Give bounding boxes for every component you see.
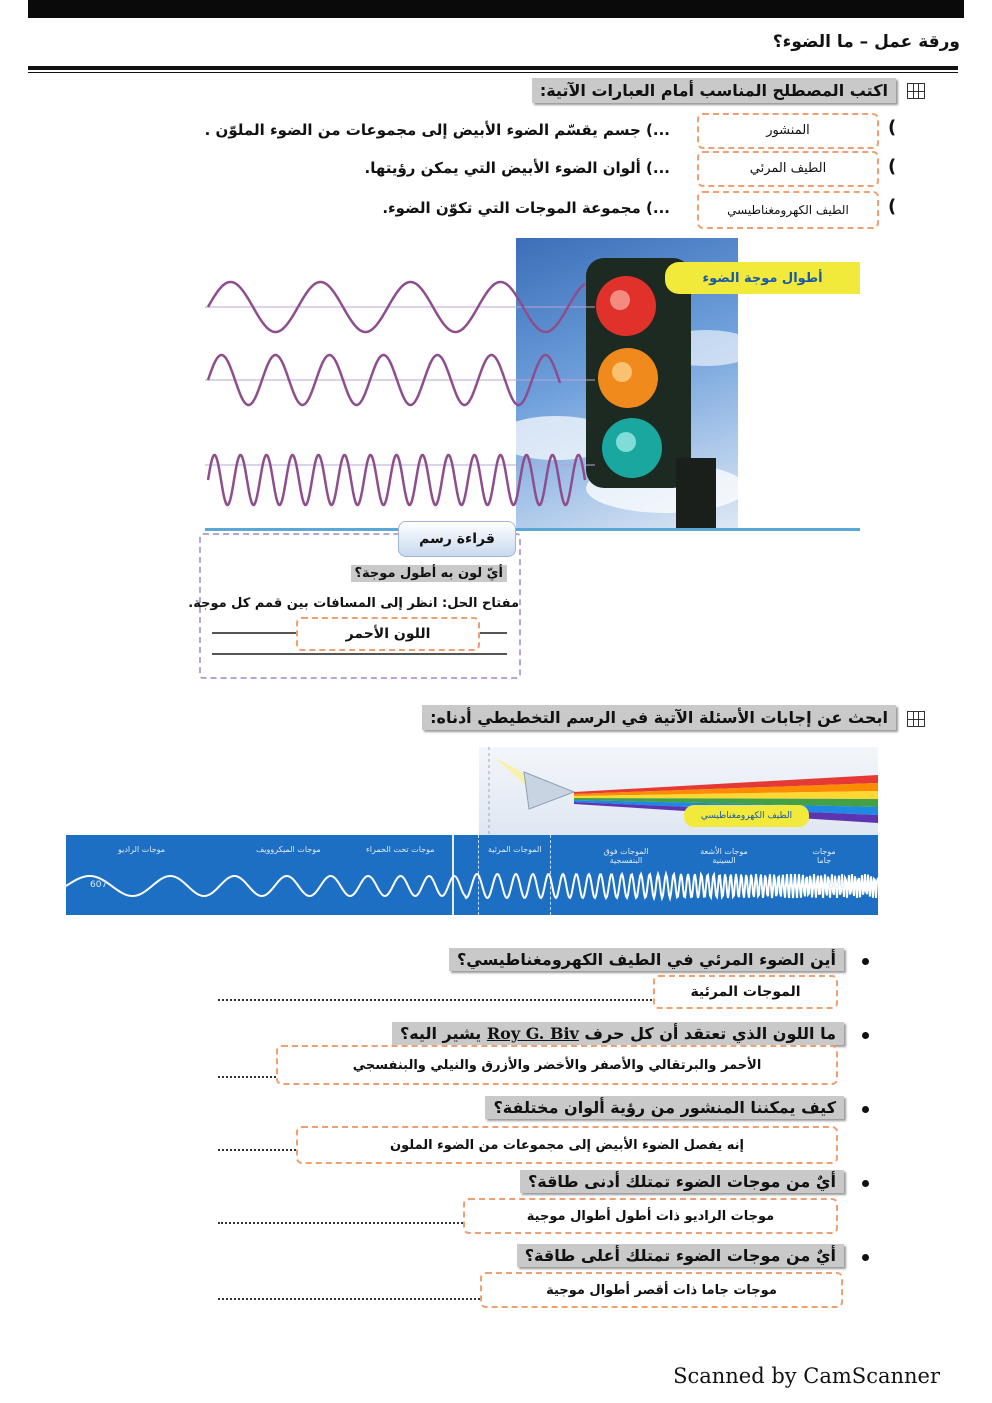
grid-icon [907,83,925,99]
band-xray: موجات الأشعة السينية [700,847,748,865]
band-visible: الموجات المرئية [488,845,542,854]
band-gamma: موجات جاما [812,847,836,865]
figure-baseline [205,528,860,531]
answer-box[interactable]: موجات الراديو ذات أطول أطوال موجية [463,1198,838,1234]
open-paren: ( [888,156,897,177]
spectrum-label: الطيف الكهرومغناطيسي [684,805,809,827]
term-answer-box[interactable]: المنشور [697,113,879,149]
question-code: Roy G. Biv [486,1024,579,1043]
question-text: أيٌ من موجات الضوء تمتلك أعلى طاقة؟ [517,1244,844,1267]
prism-icon [479,747,878,835]
header-rule [28,66,958,70]
answer-box[interactable]: موجات جاما ذات أقصر أطوال موجية [480,1272,843,1308]
term-answer-box[interactable]: الطيف الكهرومغناطيسي [697,191,879,229]
question-text [392,1022,844,1045]
wavelength-diagram [205,265,595,525]
wavelength-banner: أطوال موجة الضوء [665,262,860,294]
page-number-left: 607 [90,880,108,890]
answer-box[interactable]: الموجات المرئية [653,975,838,1009]
answer-dots [218,1222,463,1224]
page-title: ورقة عمل – ما الضوء؟ [772,32,960,52]
grid-icon [907,711,925,727]
band-microwave: موجات الميكروويف [256,845,321,854]
question-prefix: ما اللون الذي تعتقد أن كل حرف [584,1024,836,1043]
question-text: كيف يمكننا المنشور من رؤية ألوان مختلفة؟ [485,1096,844,1119]
graph-reading-tab: قراءة رسم [398,521,516,557]
band-radio: موجات الراديو [118,845,166,854]
graph-answer-box[interactable]: اللون الأحمر [296,617,480,651]
bullet [862,958,869,965]
answer-line [212,653,507,655]
bullet [862,1032,869,1039]
answer-dots [218,999,652,1001]
answer-dots [218,1076,276,1078]
open-paren: ( [888,196,897,217]
term-statement: ...) مجموعة الموجات التي تكوّن الضوء. [382,199,670,217]
answer-dots [218,1298,480,1300]
answer-box[interactable]: الأحمر والبرتقالي والأصفر والأخضر والأزرق والنيلي والبنفسجي [276,1045,838,1085]
term-statement: ...) ألوان الضوء الأبيض التي يمكن رؤيتها. [364,159,670,177]
em-spectrum-figure [66,747,878,915]
band-infrared: موجات تحت الحمراء [366,845,435,854]
em-wave-line [66,874,878,898]
section2-heading: ابحث عن إجابات الأسئلة الآتية في الرسم التخطيطي أدناه: [422,705,896,730]
graph-question: أيّ لون به أطول موجة؟ [351,565,508,582]
question-suffix: يشير اليه؟ [399,1024,482,1043]
bullet [862,1180,869,1187]
question-text: أيٌ من موجات الضوء تمتلك أدنى طاقة؟ [520,1170,844,1193]
scanner-watermark: Scanned by CamScanner [673,1364,940,1388]
header-rule-thin [28,72,958,73]
section1-heading: اكتب المصطلح المناسب أمام العبارات الآتية: [532,78,896,103]
bullet [862,1254,869,1261]
spectrum-band [66,835,878,915]
term-statement: ...) جسم يقسّم الضوء الأبيض إلى مجموعات من الضوء الملوّن . [204,121,670,139]
question-text: أين الضوء المرئي في الطيف الكهرومغناطيسي؟ [449,948,844,971]
answer-dots [218,1149,296,1151]
open-paren: ( [888,117,897,138]
page-number-right: 606 [828,881,846,891]
band-ultraviolet: الموجات فوق البنفسجية [603,847,649,865]
green-wave [208,455,585,505]
top-bar [28,0,964,18]
prism-panel [479,747,878,835]
bullet [862,1106,869,1113]
answer-box[interactable]: إنه يفصل الضوء الأبيض إلى مجموعات من الضوء الملون [296,1126,838,1164]
em-wave [66,863,878,909]
term-answer-box[interactable]: الطيف المرئي [697,151,879,187]
graph-hint: مفتاح الحل: انظر إلى المسافات بين قمم كل موجة. [188,596,519,611]
